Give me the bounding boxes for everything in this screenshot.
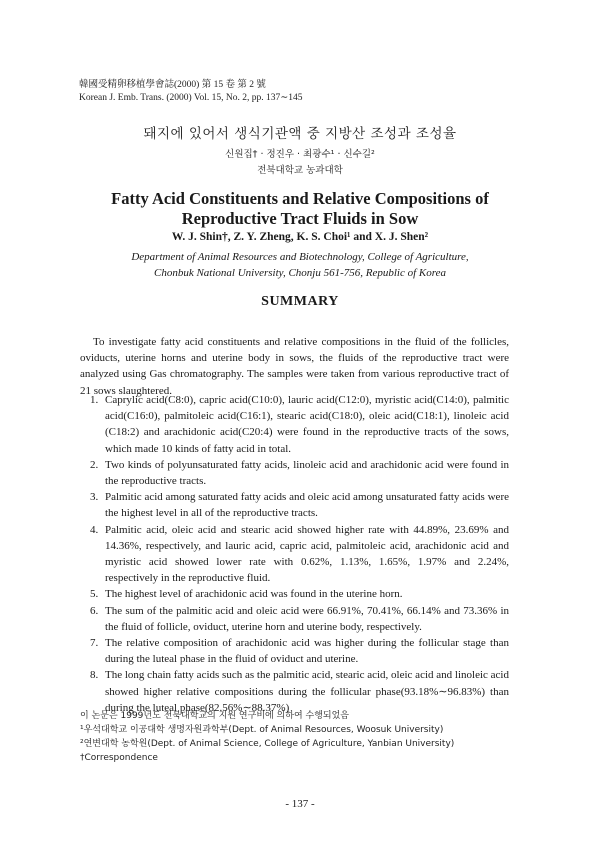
summary-intro: To investigate fatty acid constituents and relative compositions in the fluid of the follicles, oviducts, uterine horns and uterine body in sows, the fluids of the reproductive tract were analyzed using Gas chromatography. The samples were taken from various reproductive tract of 21 sows slaughtered. — [80, 336, 509, 397]
finding-number: 6. — [90, 604, 99, 617]
finding-text: The sum of the palmitic acid and oleic acid were 66.91%, 70.41%, 66.14% and 73.36% in the fluid of follicle, oviduct, uterine horn and uterine body, respectively. — [105, 604, 509, 633]
finding-text: Two kinds of polyunsaturated fatty acids, linoleic acid and arachidonic acid were found in the reproductive tracts. — [105, 458, 509, 488]
journal-korean-citation: 韓國受精卵移植學會誌(2000) 第 15 卷 第 2 號 — [79, 80, 266, 90]
english-affiliation — [0, 249, 600, 281]
finding-item — [80, 603, 509, 635]
finding-number: 7. — [90, 637, 99, 650]
finding-text: The highest level of arachidonic acid was found in the uterine horn. — [105, 588, 403, 601]
korean-authors: 신원집† · 정진우 · 최광수¹ · 신수길² — [225, 149, 375, 160]
finding-item — [80, 392, 509, 457]
english-title — [0, 189, 600, 229]
finding-number: 8. — [90, 669, 99, 682]
english-affiliation-line-1: Department of Animal Resources and Biotechnology, College of Agriculture, — [131, 251, 469, 263]
finding-text: The long chain fatty acids such as the palmitic acid, stearic acid, oleic acid and linoleic acid showed higher relative compositions during the follicular phase(93.18%∼96.83%) than during the luteal phase(82.56%∼88.37%) — [105, 669, 509, 714]
footnote-affiliation-1: ¹우석대학교 이공대학 생명자원과학부(Dept. of Animal Resources, Woosuk University) — [80, 725, 444, 735]
finding-text: Palmitic acid among saturated fatty acids and oleic acid among unsaturated fatty acids were the highest level in all of the reproductive tracts. — [105, 491, 509, 520]
finding-text: The relative composition of arachidonic acid was higher during the follicular stage than during the luteal phase in the fluid of oviduct and uterine. — [105, 637, 509, 666]
footnote-correspondence: †Correspondence — [80, 753, 158, 763]
footnote-affiliation-2: ²연변대학 농학원(Dept. of Animal Science, College of Agriculture, Yanbian University) — [80, 739, 455, 749]
finding-number: 1. — [90, 394, 99, 406]
english-title-line-2: Reproductive Tract Fluids in Sow — [181, 209, 419, 228]
summary-findings-list — [80, 392, 509, 716]
finding-number: 4. — [90, 523, 99, 536]
page-number: - 137 - — [285, 798, 315, 810]
finding-text: Palmitic acid, oleic acid and stearic acid showed higher rate with 44.89%, 23.69% and 14.36%, respectively, and lauric acid, capric acid, palmitoleic acid, arachidonic acid and myristic acid showed lower rate with 0.62%, 1.13%, 1.65%, 1.97% and 2.24%, respectively in the reproductive fluid. — [105, 523, 509, 585]
footnote-funding: 이 논문은 1999년도 전북대학교의 지원 연구비에 의하여 수행되었음 — [80, 711, 349, 721]
finding-text: Caprylic acid(C8:0), capric acid(C10:0), lauric acid(C12:0), myristic acid(C14:0), palmitic acid(C16:0), palmitoleic acid(C16:1), stearic acid(C18:0), oleic acid(C18:1), linoleic acid (C18:2) and arachidonic acid(C20:4) were found in the reproductive tracts of the sows, which made 10 kinds of fatty acid in total. — [105, 394, 509, 455]
journal-english-citation: Korean J. Emb. Trans. (2000) Vol. 15, No. 2, pp. 137∼145 — [79, 93, 303, 103]
finding-item — [80, 586, 509, 602]
english-title-line-1: Fatty Acid Constituents and Relative Compositions of — [111, 189, 489, 208]
finding-number: 2. — [90, 458, 99, 471]
finding-item — [80, 522, 509, 587]
english-authors: W. J. Shin†, Z. Y. Zheng, K. S. Choi¹ and X. J. Shen² — [171, 231, 429, 243]
korean-affiliation: 전북대학교 농과대학 — [257, 165, 343, 176]
finding-number: 3. — [90, 491, 99, 504]
finding-number: 5. — [90, 588, 99, 601]
finding-item — [80, 635, 509, 667]
finding-item — [80, 457, 509, 489]
footnotes — [80, 709, 454, 765]
journal-header — [79, 79, 302, 105]
english-affiliation-line-2: Chonbuk National University, Chonju 561-756, Republic of Korea — [154, 267, 446, 279]
korean-title: 돼지에 있어서 생식기관액 중 지방산 조성과 조성율 — [143, 126, 457, 142]
summary-heading: SUMMARY — [261, 294, 339, 309]
finding-item — [80, 489, 509, 521]
